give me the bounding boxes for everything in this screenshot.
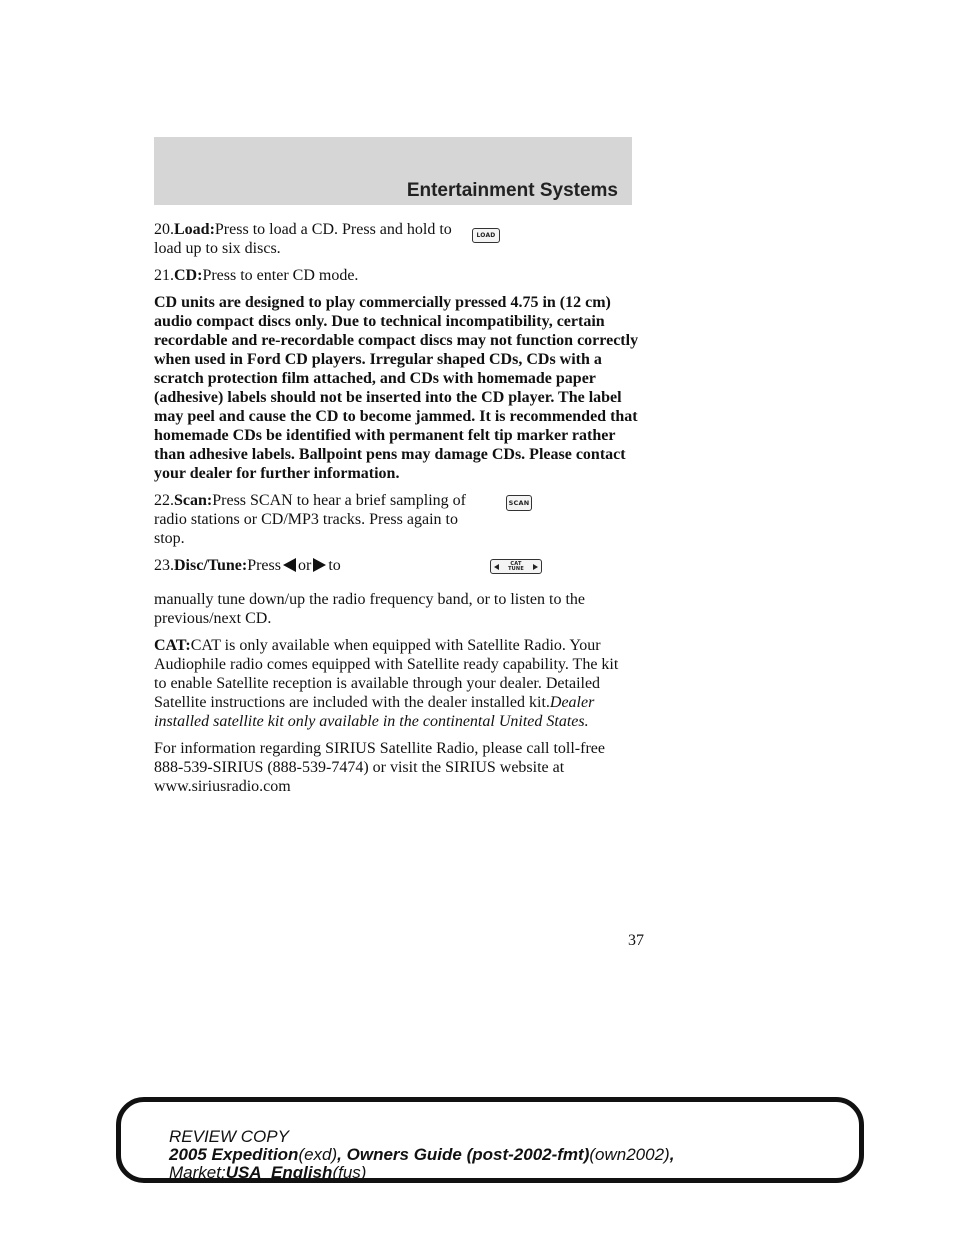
tune-icon-label-top: CAT xyxy=(510,560,522,567)
item-disc-tune-label: Disc/Tune: xyxy=(174,557,248,574)
cd-warning-paragraph: CD units are designed to play commercially pressed 4.75 in (12 cm) audio compact discs only. Due to technical incompatibility, certain recordable and re-recordable compact discs may not function correctly when used in Ford CD players. Irregular shaped CDs, CDs with a scratch protection film attached, and CDs with homemade paper (adhesive) labels should not be inserted into the CD player. The label may peel and cause the CD to become jammed. It is recommended that homemade CDs be identified with permanent felt tip marker rather than adhesive labels. Ballpoint pens may damage CDs. Please contact your dealer for further information. xyxy=(154,294,639,482)
item-scan xyxy=(154,491,654,548)
scan-button-icon: SCAN xyxy=(506,495,532,511)
item-scan-description: Press SCAN to hear a brief sampling of radio stations or CD/MP3 tracks. Press again to stop. xyxy=(154,492,466,547)
review-guide: , Owners Guide (post-2002-fmt) xyxy=(337,1145,590,1164)
item-cat-label: CAT: xyxy=(154,637,191,654)
tune-icon-labels xyxy=(508,562,524,572)
item-cd-label: CD: xyxy=(174,267,203,284)
item-load-number: 20. xyxy=(154,221,174,238)
tune-down-icon xyxy=(494,564,499,570)
page-content xyxy=(154,220,654,804)
item-load-label: Load: xyxy=(174,221,215,238)
sirius-info-paragraph: For information regarding SIRIUS Satellite Radio, please call toll-free 888-539-SIRIUS (888-539-7474) or visit the SIRIUS website at www.siriusradio.com xyxy=(154,740,605,795)
item-disc-tune-number: 23. xyxy=(154,557,174,574)
tune-icon-label-bottom: TUNE xyxy=(508,565,524,572)
review-copy-box xyxy=(116,1097,864,1183)
section-title: Entertainment Systems xyxy=(406,180,618,201)
item-disc-tune-line xyxy=(154,556,654,575)
item-disc-tune-press: Press xyxy=(247,557,281,574)
item-cd-number: 21. xyxy=(154,267,174,284)
review-vehicle: 2005 Expedition xyxy=(169,1145,299,1164)
item-disc-tune xyxy=(154,556,654,628)
item-load-description: Press to load a CD. Press and hold to load up to six discs. xyxy=(154,221,452,257)
item-cat-description: CAT is only available when equipped with Satellite Radio. Your Audiophile radio comes equipped with Satellite ready capability. The kit to enable Satellite reception is available through your dealer. Detailed Satellite instructions are included with the dealer installed kit. xyxy=(154,637,619,711)
review-copy-text xyxy=(169,1128,674,1182)
review-vehicle-code: (exd) xyxy=(298,1145,338,1164)
page-number: 37 xyxy=(628,932,644,949)
item-scan-number: 22. xyxy=(154,492,174,509)
item-disc-tune-or: or xyxy=(297,557,312,574)
header-band xyxy=(154,137,632,205)
review-market: USA_English xyxy=(225,1163,333,1182)
review-guide-code: (own2002) xyxy=(589,1145,670,1164)
item-cd-description: Press to enter CD mode. xyxy=(202,267,359,284)
tune-up-icon xyxy=(533,564,538,570)
review-copy-line1: REVIEW COPY xyxy=(169,1127,289,1146)
item-disc-tune-to: to xyxy=(328,557,341,574)
load-button-icon: LOAD xyxy=(472,228,500,243)
item-load-text xyxy=(154,220,474,258)
item-scan-text xyxy=(154,491,474,548)
seek-left-arrow-icon xyxy=(283,558,296,572)
review-market-code: (fus) xyxy=(332,1163,367,1182)
item-disc-tune-description: manually tune down/up the radio frequency band, or to listen to the previous/next CD. xyxy=(154,591,585,627)
item-cd xyxy=(154,266,654,285)
item-scan-label: Scan: xyxy=(174,492,213,509)
item-cat xyxy=(154,636,624,731)
review-market-label: Market: xyxy=(169,1163,226,1182)
review-comma: , xyxy=(669,1145,675,1164)
seek-right-arrow-icon xyxy=(313,558,326,572)
item-load xyxy=(154,220,654,258)
item-cat-italic-note: Dealer installed satellite kit only available in the continental United States. xyxy=(154,694,595,730)
cat-tune-button-icon xyxy=(490,559,542,574)
